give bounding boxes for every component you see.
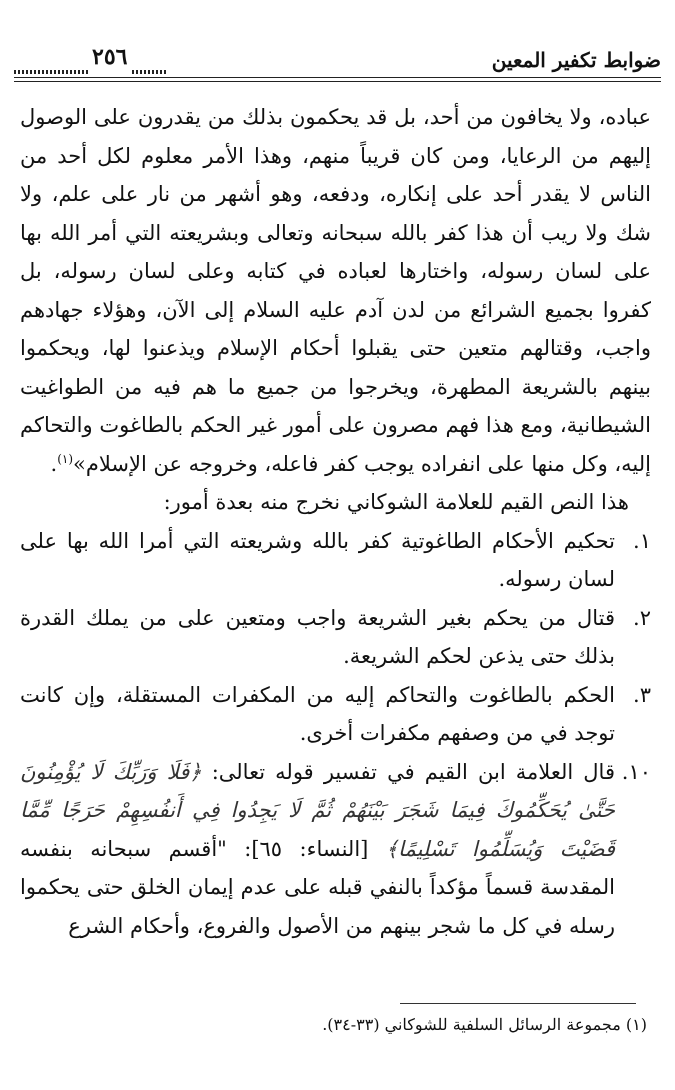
footnote-separator bbox=[400, 1003, 636, 1004]
numbered-points bbox=[20, 522, 651, 753]
list-item-number: ٣. bbox=[633, 682, 651, 707]
page-header bbox=[14, 42, 661, 82]
punctuation: . bbox=[50, 451, 58, 476]
verse-reference: [النساء: ٦٥]: bbox=[244, 836, 369, 861]
item-lead: قال العلامة ابن القيم في تفسير قوله تعالى: bbox=[211, 759, 615, 784]
main-text bbox=[20, 98, 651, 945]
footnote-reference[interactable]: (١) bbox=[57, 451, 74, 466]
list-item bbox=[20, 522, 651, 599]
page-number: ٢٥٦ bbox=[92, 44, 128, 70]
list-item-number: ١. bbox=[633, 528, 651, 553]
footnote: (١) مجموعة الرسائل السلفية للشوكاني (٣٣-٣٤). bbox=[322, 1015, 647, 1034]
quran-verse: ﴿فَلَا وَرَبِّكَ لَا يُؤْمِنُونَ حَتَّىٰ يُحَكِّمُوكَ فِيمَا شَجَرَ بَيْنَهُمْ ثُمَّ لَا يَجِدُوا فِي أَنفُسِهِمْ حَرَجًا مِّمَّا قَضَيْتَ وَيُسَلِّمُوا تَسْلِيمًا﴾ bbox=[20, 759, 615, 861]
intro-line: هذا النص القيم للعلامة الشوكاني نخرج منه بعدة أمور: bbox=[163, 490, 629, 514]
list-item-number: ٢. bbox=[633, 605, 651, 630]
header-rule bbox=[14, 77, 661, 82]
item-text: "أقسم سبحانه بنفسه المقدسة قسماً مؤكداً بالنفي قبله على عدم إيمان الخلق حتى يحكموا رسله في كل ما شجر بينهم من الأصول والفروع، وأحكام الشرع bbox=[20, 836, 615, 938]
header-ornament bbox=[14, 70, 90, 74]
header-ornament bbox=[132, 70, 168, 74]
paragraph-text: عباده، ولا يخافون من أحد، بل قد يحكمون بذلك من يقدرون على الوصول إليهم من الرعايا، ومن كان قريباً منهم، وهذا الأمر معلوم لكل أحد من الناس لا يقدر أحد على إنكاره، ودفعه، وهو أشهر من نار على علم، ولا شك ولا ريب أن هذا كفر بالله سبحانه وتعالى وبشريعته التي أمر الله بها على لسان رسوله، واختارها لعباده في كتابه وعلى لسان رسوله، بل كفروا بجميع الشرائع من لدن آدم عليه السلام إلى الآن، وهؤلاء جهادهم واجب، وقتالهم متعين حتى يقبلوا أحكام الإسلام ويذعنوا لها، ويحكموا بينهم بالشريعة المطهرة، ويخرجوا من جميع ما هم فيه من الطواغيت الشيطانية، ومع هذا فهم مصرون على أمور غير الحكم بالطاغوت والتحاكم إليه، وكل منها على انفراده يوجب كفر فاعله، وخروجه عن الإسلام» bbox=[20, 105, 651, 476]
list-item-text: الحكم بالطاغوت والتحاكم إليه من المكفرات المستقلة، وإن كانت توجد في من وصفهم مكفرات أخرى. bbox=[20, 682, 615, 745]
list-item bbox=[20, 599, 651, 676]
item-number: ١٠. bbox=[621, 759, 651, 784]
running-title: ضوابط تكفير المعين bbox=[491, 48, 661, 72]
list-item-text: قتال من يحكم بغير الشريعة واجب ومتعين على من يملك القدرة بذلك حتى يذعن لحكم الشريعة. bbox=[20, 605, 615, 668]
list-item bbox=[20, 676, 651, 753]
numbered-item-10 bbox=[20, 753, 651, 946]
paragraph bbox=[20, 98, 651, 483]
list-item-text: تحكيم الأحكام الطاغوتية كفر بالله وشريعته التي أمرا الله بها على لسان رسوله. bbox=[20, 528, 615, 591]
